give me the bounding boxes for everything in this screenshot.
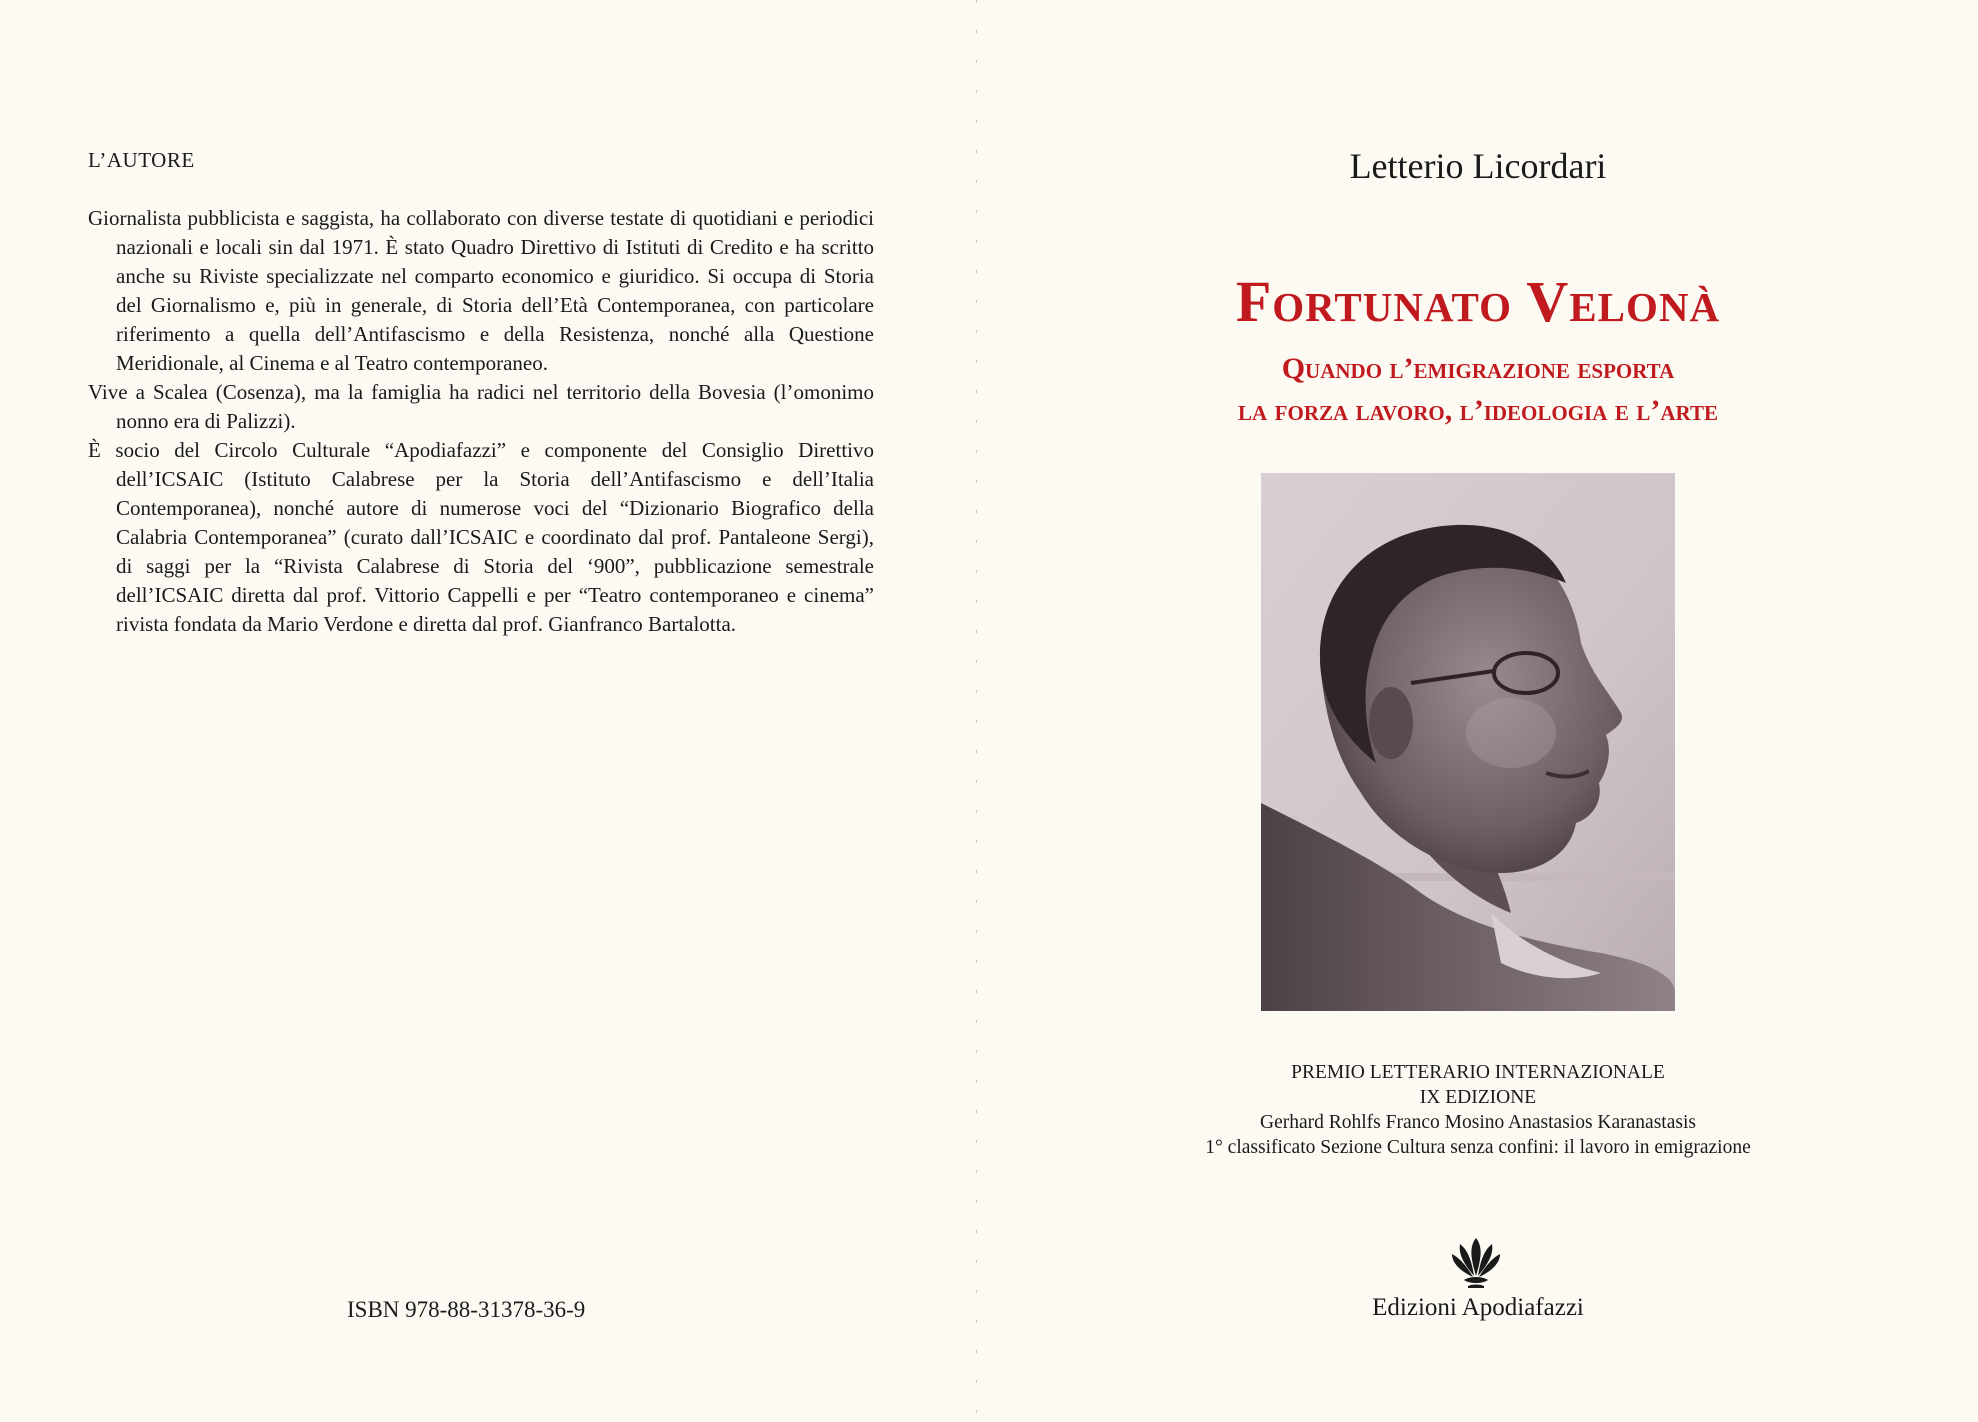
subtitle-line: Quando l’emigrazione esporta [1281, 352, 1675, 385]
book-title: Fortunato Velonà [1235, 269, 1721, 334]
author-biography [88, 204, 874, 639]
front-cover [978, 0, 1978, 1422]
prize-line: 1° classificato Sezione Cultura senza confini: il lavoro in emigrazione [1205, 1137, 1751, 1158]
prize-line: PREMIO LETTERARIO INTERNAZIONALE [1291, 1062, 1665, 1083]
isbn-code: ISBN 978-88-31378-36-9 [347, 1297, 586, 1322]
bio-paragraph: Giornalista pubblicista e saggista, ha collaborato con diverse testate di quotidiani e periodici nazionali e locali sin dal 1971. È stato Quadro Direttivo di Istituti di Credito e ha scritto anche su Riviste specializzate nel comparto economico e giuridico. Si occupa di Storia del Giornalismo e, più in generale, di Storia dell’Età Contemporanea, con particolare riferimento a quella dell’Antifascismo e della Resistenza, nonché alla Questione Meridionale, al Cinema e al Teatro contemporaneo. [88, 206, 874, 375]
author-section-heading: L’AUTORE [88, 148, 195, 172]
subtitle-line: la forza lavoro, l’ideologia e l’arte [1237, 394, 1719, 427]
portrait-photo [1261, 473, 1675, 1011]
back-cover [0, 0, 976, 1422]
bio-paragraph: È socio del Circolo Culturale “Apodiafazzi” e componente del Consiglio Direttivo dell’ICSAIC (Istituto Calabrese per la Storia dell’Antifascismo e dell’Italia Contemporanea), nonché autore di numerose voci del “Dizionario Biografico della Calabria Contemporanea” (curato dall’ICSAIC e coordinato dal prof. Pantaleone Sergi), di saggi per la “Rivista Calabrese di Storia del ‘900”, pubblicazione semestrale dell’ICSAIC diretta dal prof. Vittorio Cappelli e per “Teatro contemporaneo e cinema” rivista fondata da Mario Verdone e diretta dal prof. Gianfranco Bartalotta. [88, 438, 874, 636]
publisher-name: Edizioni Apodiafazzi [1372, 1294, 1584, 1321]
book-subtitle [978, 348, 1978, 432]
book-author: Letterio Licordari [1349, 146, 1607, 186]
prize-line: IX EDIZIONE [1419, 1087, 1537, 1108]
literary-prize-info [978, 1060, 1978, 1160]
palmette-logo-icon [1446, 1232, 1506, 1292]
prize-line: Gerhard Rohlfs Franco Mosino Anastasios Karanastasis [1260, 1112, 1696, 1133]
bio-paragraph: Vive a Scalea (Cosenza), ma la famiglia ha radici nel territorio della Bovesia (l’omonimo nonno era di Palizzi). [88, 380, 874, 433]
spine-fold-line [976, 0, 977, 1422]
